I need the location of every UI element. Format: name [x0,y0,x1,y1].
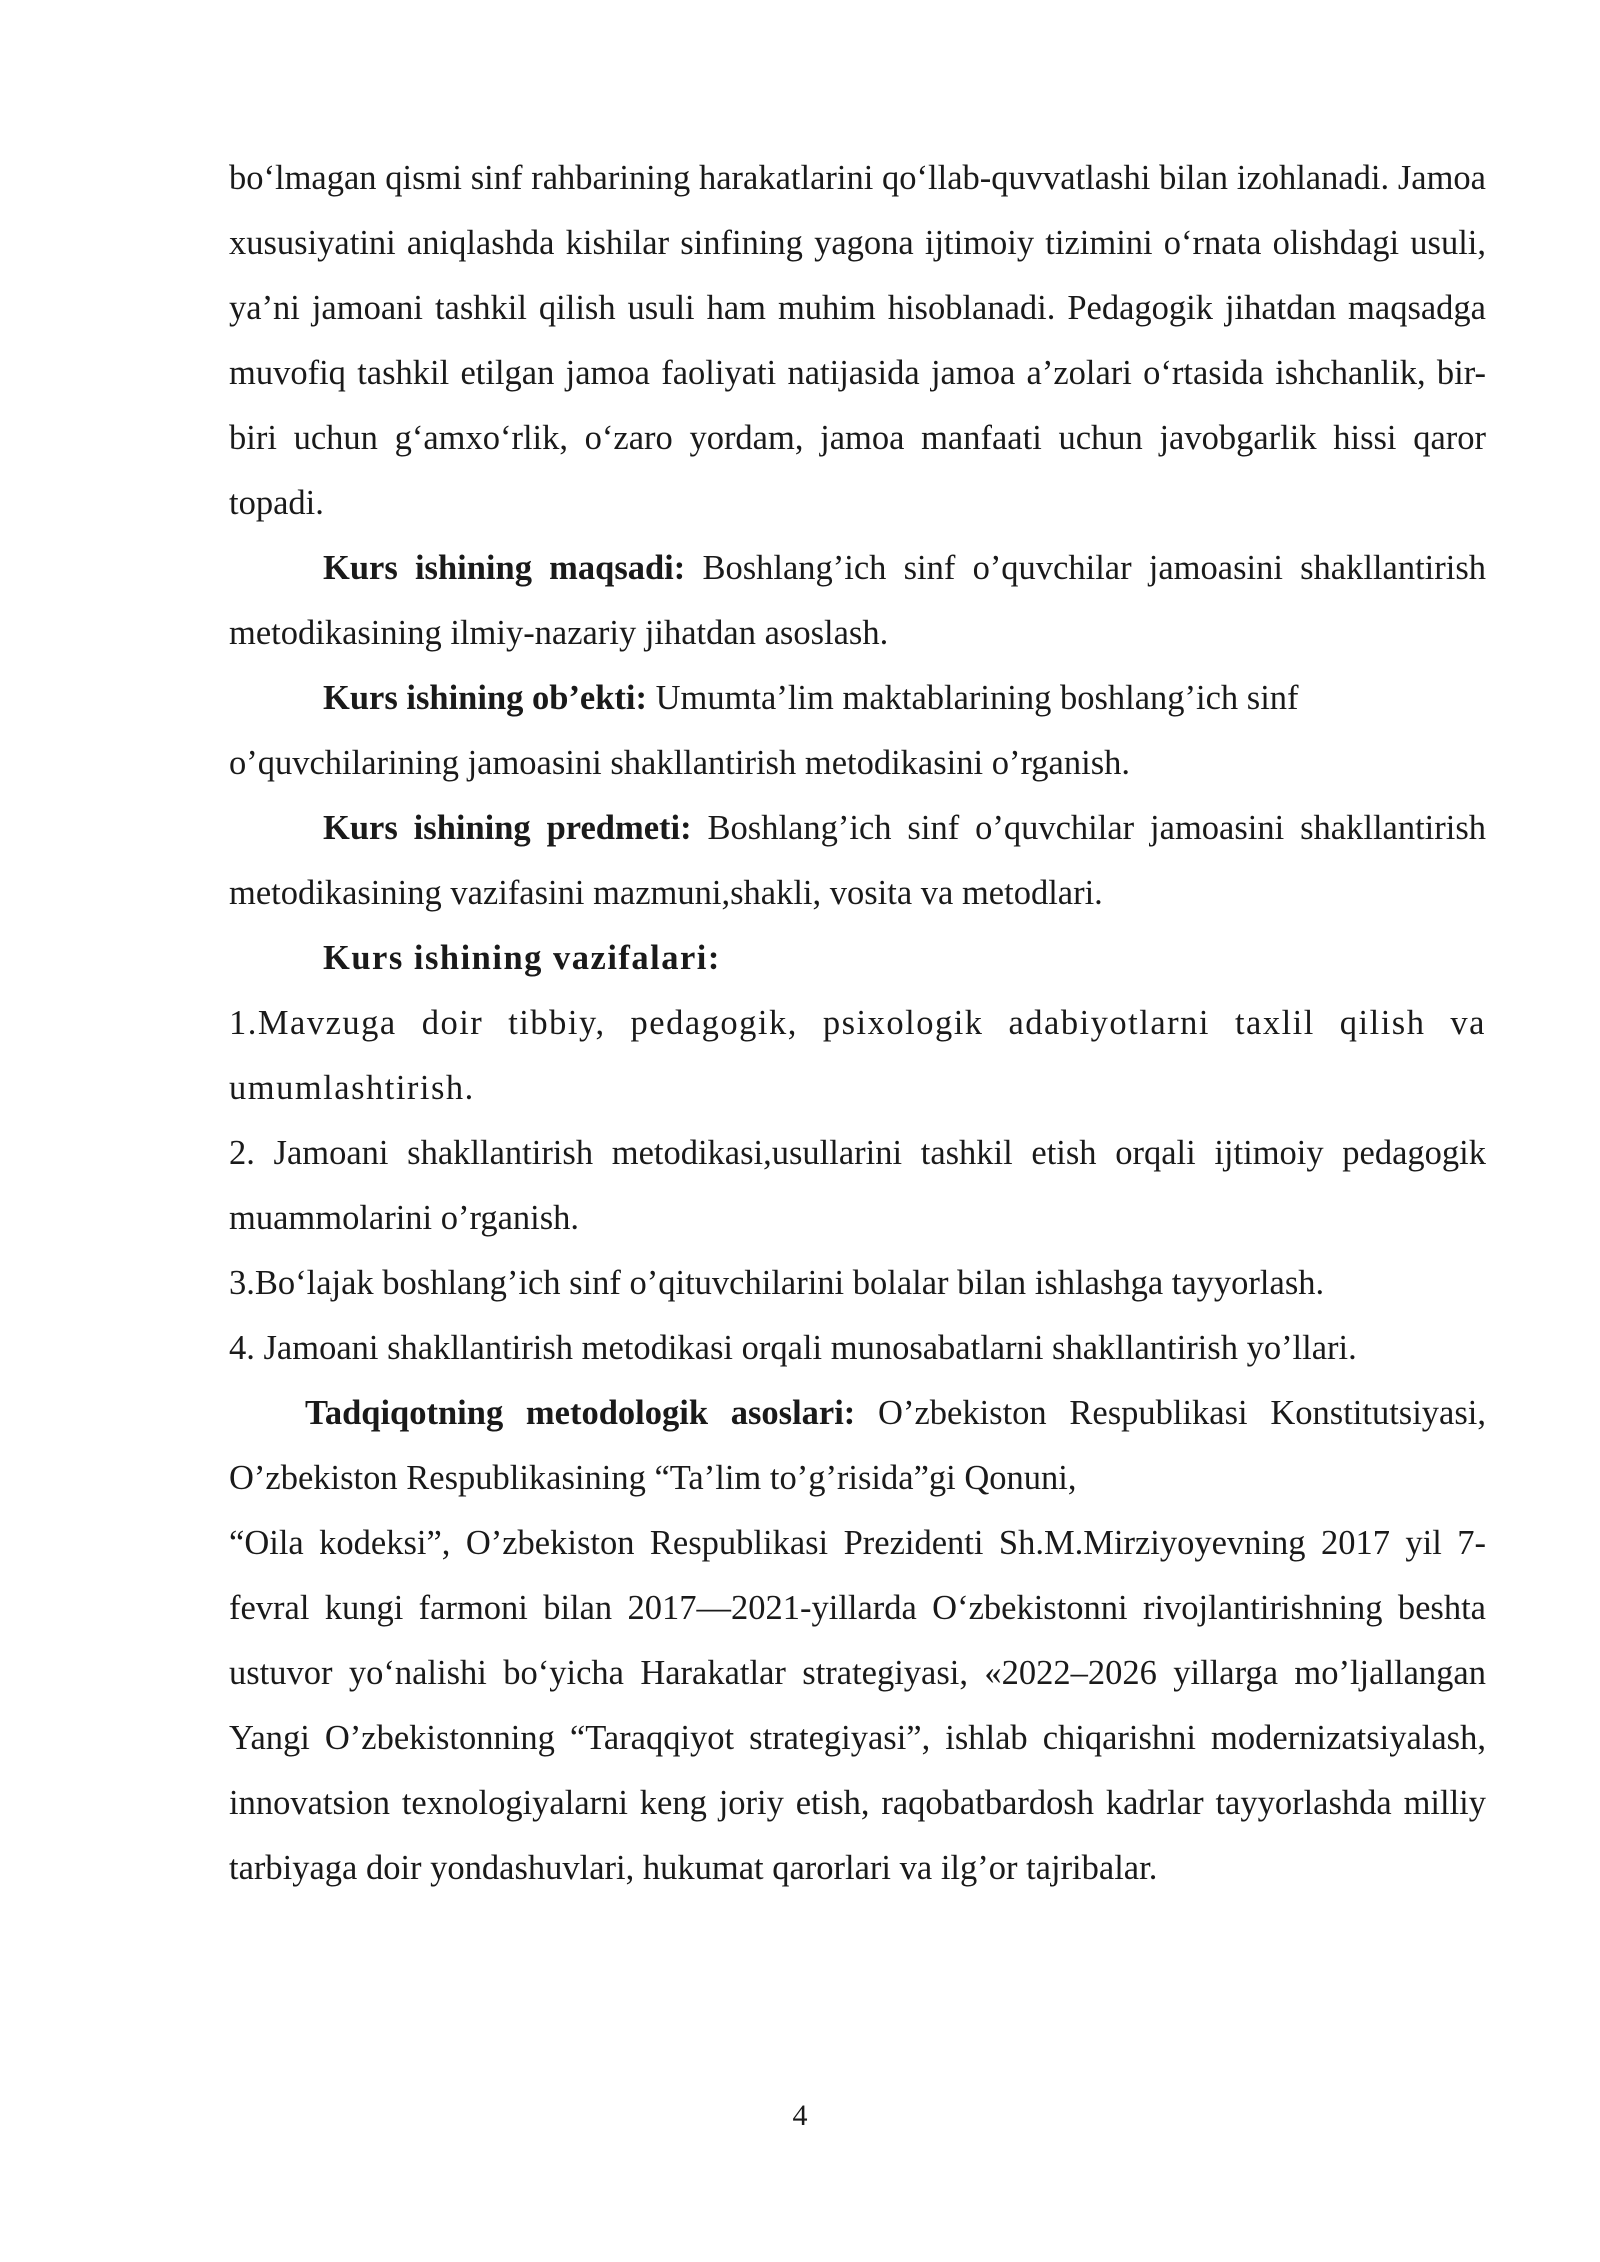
task-item-1: 1.Mavzuga doir tibbiy, pedagogik, psixologik adabiyotlarni taxlil qilish va umumlashtirish. [229,1004,1486,1107]
goal-text: Boshlang’ich sinf o’quvchilar jamoasini shakllantirish metodikasining ilmiy-nazariy jihatdan asoslash. [229,549,1487,652]
goal-label: Kurs ishining maqsadi: [323,549,686,587]
subject-text: Boshlang’ich sinf o’quvchilar jamoasini shakllantirish metodikasining vazifasini mazmuni,shakli, vosita va metodlari. [229,809,1487,912]
object-label: Kurs ishining ob’ekti: [323,679,647,717]
intro-paragraph: bo‘lmagan qismi sinf rahbarining harakatlarini qo‘llab-quvvatlashi bilan izohlanadi. Jamoa xususiyatini aniqlashda kishilar sinfining yagona ijtimoiy tizimini o‘rnata olishdagi usuli, ya’ni jamoani tashkil qilish usuli ham muhim hisoblanadi. Pedagogik jihatdan maqsadga muvofiq tashkil etilgan jamoa faoliyati natijasida jamoa a’zolari o‘rtasida ishchanlik, bir-biri uchun g‘amxo‘rlik, o‘zaro yordam, jamoa manfaati uchun javobgarlik hissi qaror topadi. [229,159,1486,522]
methodology-label: Tadqiqotning metodologik asoslari: [305,1394,856,1432]
tasks-heading [229,926,1486,991]
page-number: 4 [792,2099,808,2132]
methodology-text-1: O’zbekiston Respublikasi Konstitutsiyasi, O’zbekiston Respublikasining “Ta’lim to’g’risida”gi Qonuni, [229,1394,1486,1497]
subject-label: Kurs ishining predmeti: [323,809,692,847]
task-item-2: 2. Jamoani shakllantirish metodikasi,usullarini tashkil etish orqali ijtimoiy pedagogik muammolarini o’rganish. [229,1134,1486,1237]
goal-paragraph [229,536,1486,666]
task-item-3: 3.Bo‘lajak boshlang’ich sinf o’qituvchilarini bolalar bilan ishlashga tayyorlash. [229,1264,1325,1302]
subject-paragraph [229,796,1486,926]
object-text-line1: Umumta’lim maktablarining boshlang’ich sinf [647,679,1299,717]
methodology-paragraph [229,1381,1486,1511]
tasks-heading-label: Kurs ishining vazifalari: [323,939,721,977]
page-content [229,146,1486,1901]
methodology-paragraph-continued: “Oila kodeksi”, O’zbekiston Respublikasi Prezidenti Sh.M.Mirziyoyevning 2017 yil 7-fevral kungi farmoni bilan 2017—2021-yillarda O‘zbekistonni rivojlantirishning beshta ustuvor yo‘nalishi bo‘yicha Harakatlar strategiyasi, «2022–2026 yillarga mo’ljallangan Yangi O’zbekistonning “Taraqqiyot strategiyasi”, ishlab chiqarishni modernizatsiyalash, innovatsion texnologiyalarni keng joriy etish, raqobatbardosh kadrlar tayyorlashda milliy tarbiyaga doir yondashuvlari, hukumat qarorlari va ilg’or tajribalar. [229,1524,1486,1887]
task-item-4: 4. Jamoani shakllantirish metodikasi orqali munosabatlarni shakllantirish yo’llari. [229,1329,1357,1367]
object-paragraph [229,666,1486,731]
object-paragraph-continued: o’quvchilarining jamoasini shakllantirish metodikasini o’rganish. [229,744,1131,782]
